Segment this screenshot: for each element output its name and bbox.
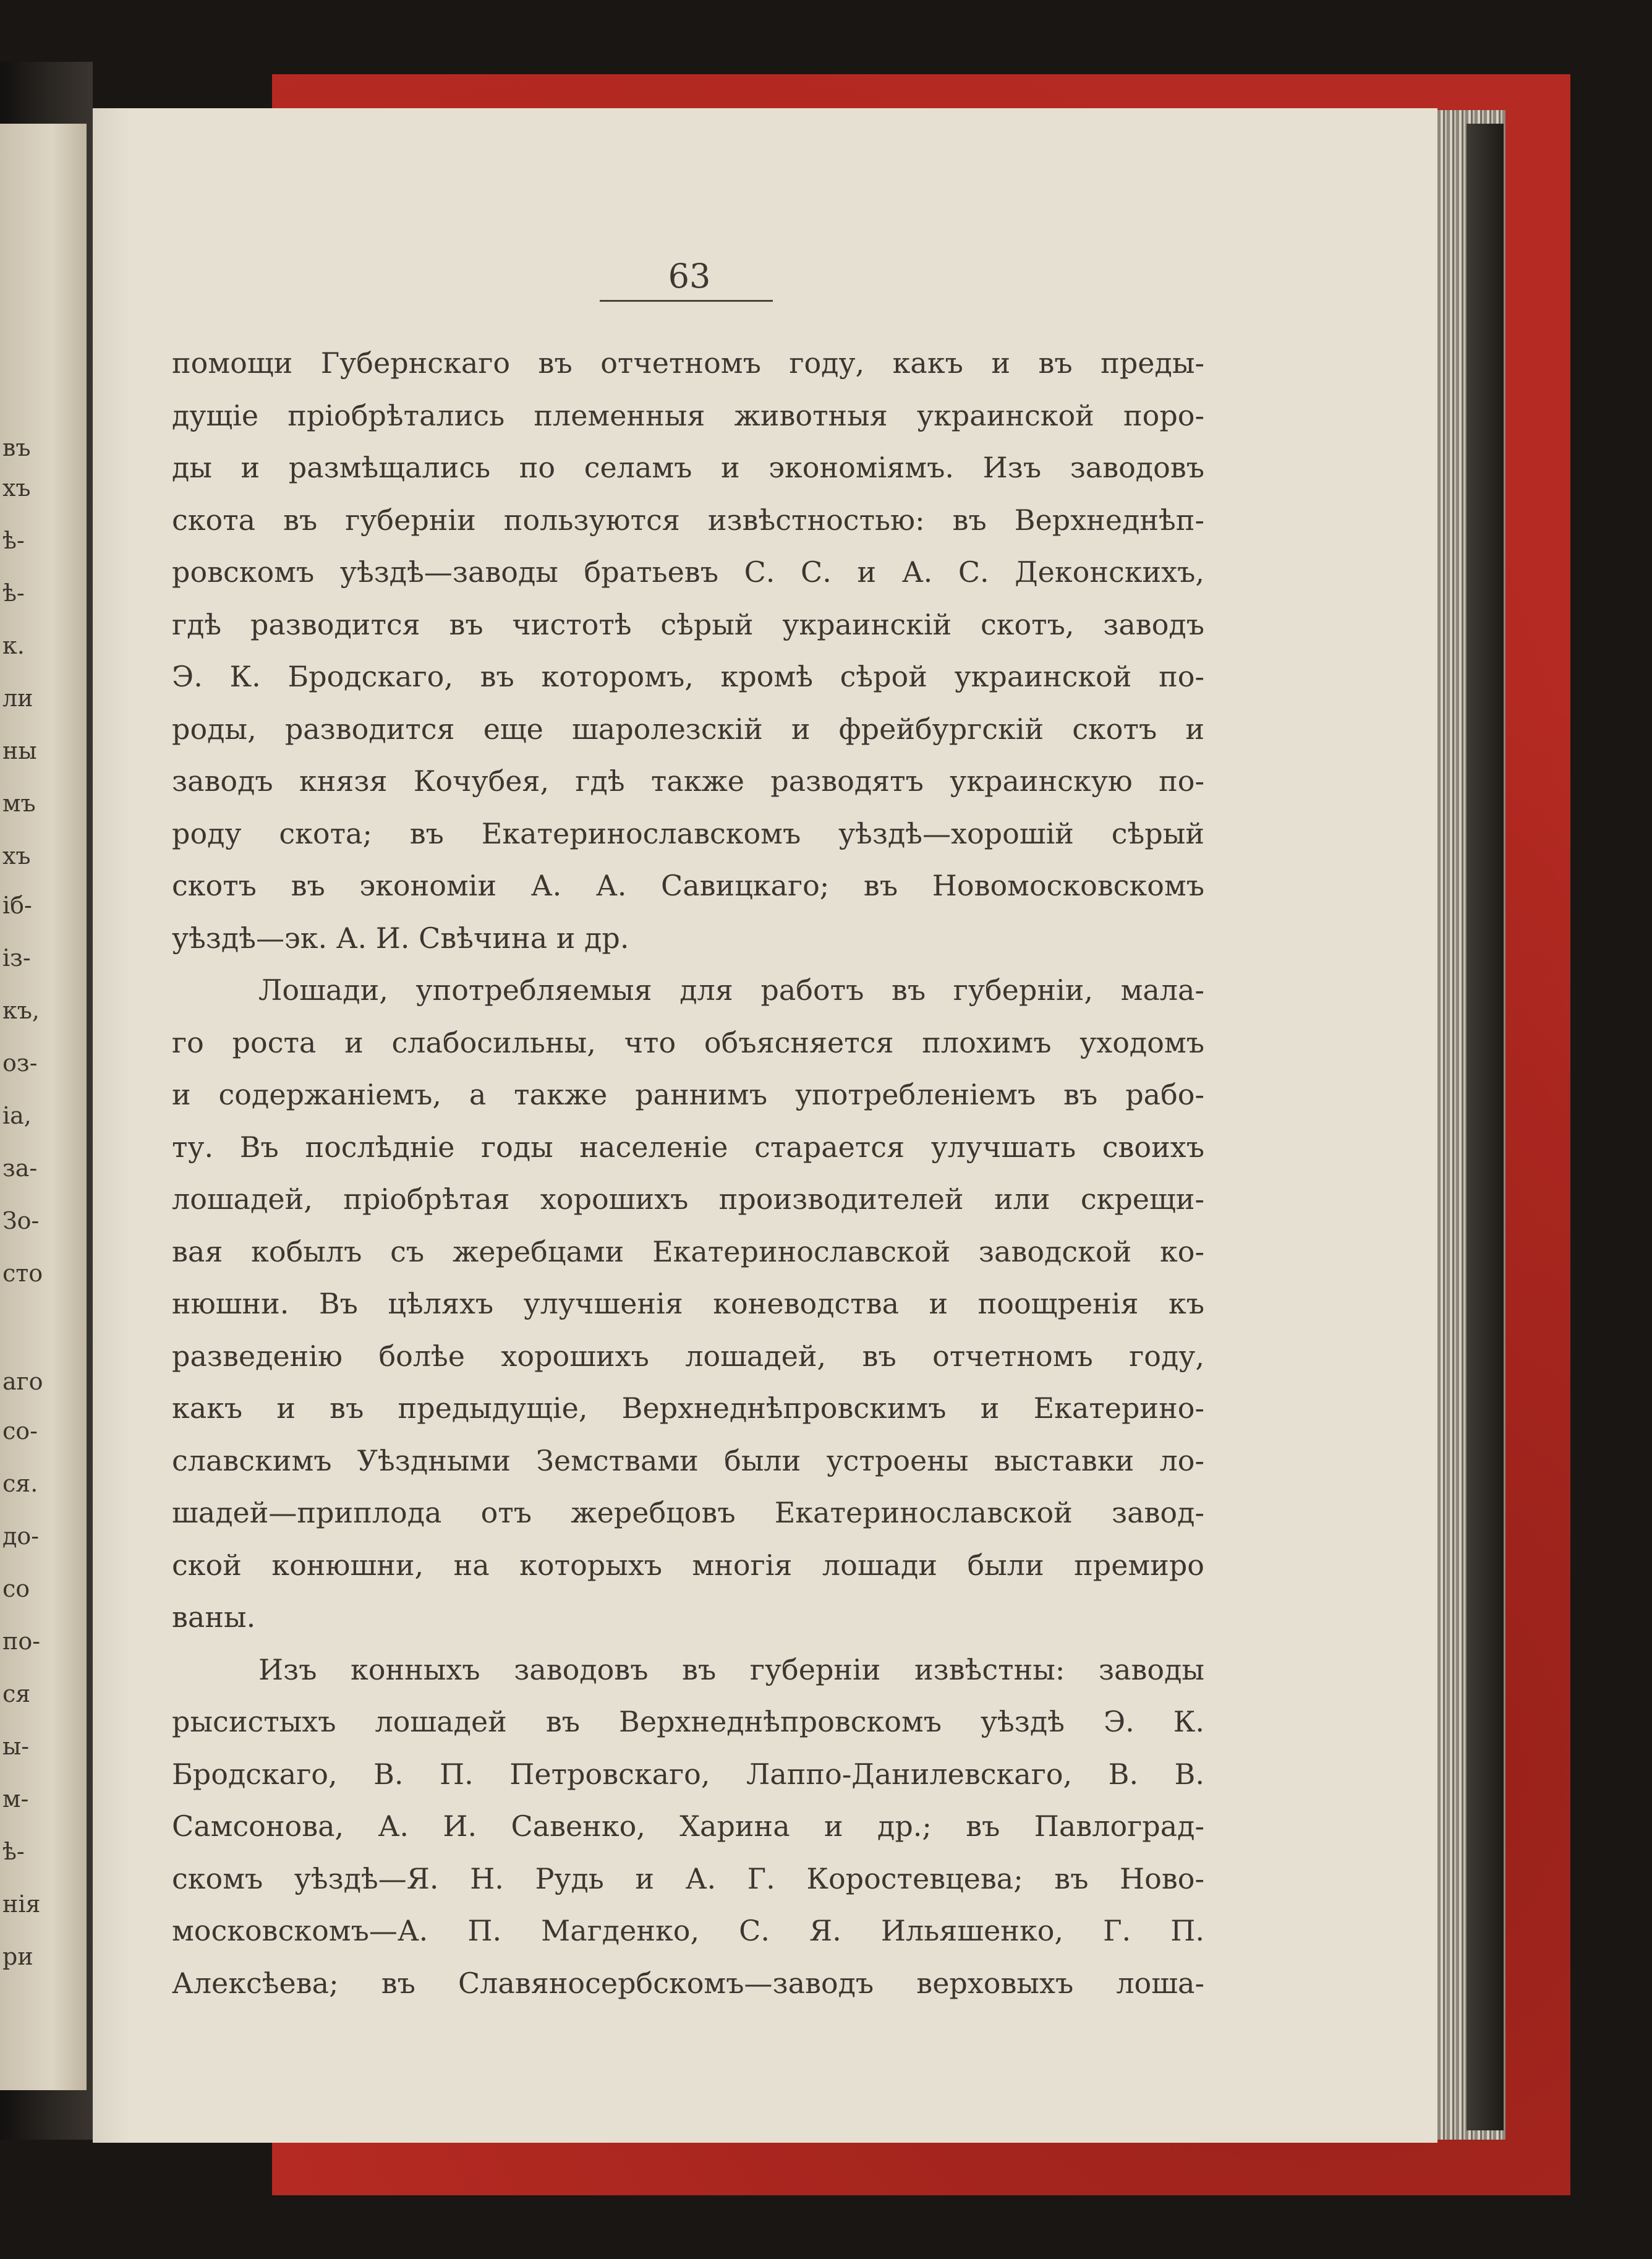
text-line: и содержаніемъ, а также раннимъ употребленіемъ въ рабо- bbox=[172, 1078, 1204, 1111]
left-page-fragment: із- bbox=[2, 944, 31, 971]
left-page-fragment: хъ bbox=[2, 474, 31, 502]
left-page-fragment: со- bbox=[2, 1417, 38, 1445]
left-page-fragment: ѣ- bbox=[2, 579, 25, 607]
left-page-fragment: сто bbox=[2, 1260, 43, 1287]
left-page-fragment: нія bbox=[2, 1890, 41, 1918]
text-line: рысистыхъ лошадей въ Верхнеднѣпровскомъ уѣздѣ Э. К. bbox=[172, 1705, 1204, 1738]
text-line: лошадей, пріобрѣтая хорошихъ производителей или скрещи- bbox=[172, 1182, 1204, 1216]
text-line: скомъ уѣздѣ—Я. Н. Рудь и А. Г. Коростевцева; въ Ново- bbox=[172, 1861, 1204, 1895]
left-page-fragment: до- bbox=[2, 1522, 40, 1550]
text-line: шадей—приплода отъ жеребцовъ Екатеринославской завод- bbox=[172, 1496, 1204, 1529]
text-line: Лошади, употребляемыя для работъ въ губерніи, мала- bbox=[258, 973, 1204, 1007]
left-page-fragment: ся. bbox=[2, 1470, 38, 1497]
text-line: ту. Въ послѣдніе годы населеніе старается улучшать своихъ bbox=[172, 1130, 1204, 1164]
text-line: уѣздѣ—эк. А. И. Свѣчина и др. bbox=[172, 921, 629, 955]
left-page-fragment: м- bbox=[2, 1785, 29, 1813]
left-page-fragment: к. bbox=[2, 632, 25, 659]
page-number-rule bbox=[600, 300, 773, 302]
text-line: помощи Губернскаго въ отчетномъ году, какъ и въ преды- bbox=[172, 346, 1204, 380]
left-page-fragment: къ, bbox=[2, 997, 40, 1024]
text-line: Самсонова, А. И. Савенко, Харина и др.; въ Павлоград- bbox=[172, 1809, 1204, 1843]
left-page-fragment: ѣ- bbox=[2, 1838, 25, 1865]
left-page-fragment: іб- bbox=[2, 892, 32, 919]
left-page-edge bbox=[0, 124, 87, 2090]
text-line: нюшни. Въ цѣляхъ улучшенія коневодства и поощренія къ bbox=[172, 1287, 1204, 1320]
text-line: дущіе пріобрѣтались племенныя животныя украинской поро- bbox=[172, 398, 1204, 432]
left-page-fragment: со bbox=[2, 1575, 30, 1602]
text-line: какъ и въ предыдущіе, Верхнеднѣпровскимъ и Екатерино- bbox=[172, 1391, 1204, 1425]
left-page-fragment: въ bbox=[2, 434, 31, 461]
text-line: ваны. bbox=[172, 1600, 256, 1634]
left-page-fragment: ся bbox=[2, 1680, 31, 1707]
text-line: Изъ конныхъ заводовъ въ губерніи извѣстны: заводы bbox=[258, 1652, 1204, 1686]
left-page-fragment: по- bbox=[2, 1628, 41, 1655]
left-page-fragment: ри bbox=[2, 1943, 33, 1970]
text-line: Алексѣева; въ Славяносербскомъ—заводъ верховыхъ лоша- bbox=[172, 1966, 1204, 2000]
left-page-fragment: ѣ- bbox=[2, 527, 25, 554]
page-number: 63 bbox=[668, 257, 711, 296]
left-page-fragment: хъ bbox=[2, 842, 31, 869]
text-line: ровскомъ уѣздѣ—заводы братьевъ С. С. и А. С. Деконскихъ, bbox=[172, 555, 1204, 589]
text-line: роды, разводится еще шаролезскій и фрейбургскій скотъ и bbox=[172, 712, 1204, 746]
text-line: славскимъ Уѣздными Земствами были устроены выставки ло- bbox=[172, 1443, 1204, 1477]
text-line: гдѣ разводится въ чистотѣ сѣрый украинскій скотъ, заводъ bbox=[172, 607, 1204, 641]
text-line: заводъ князя Кочубея, гдѣ также разводятъ украинскую по- bbox=[172, 764, 1204, 798]
body-text bbox=[172, 337, 1204, 2009]
text-line: Э. К. Бродскаго, въ которомъ, кромѣ сѣрой украинской по- bbox=[172, 660, 1204, 693]
left-page-fragment: іа, bbox=[2, 1102, 32, 1129]
text-line: московскомъ—А. П. Магденко, С. Я. Ильяшенко, Г. П. bbox=[172, 1914, 1204, 1947]
text-line: вая кобылъ съ жеребцами Екатеринославской заводской ко- bbox=[172, 1234, 1204, 1268]
text-line: ской конюшни, на которыхъ многія лошади были премиро bbox=[172, 1548, 1204, 1582]
left-page-fragment: мъ bbox=[2, 790, 36, 817]
left-page-fragment: Зо- bbox=[2, 1207, 40, 1234]
left-page-fragment: ли bbox=[2, 685, 33, 712]
left-page-fragment: ны bbox=[2, 737, 37, 764]
text-line: роду скота; въ Екатеринославскомъ уѣздѣ—хорошій сѣрый bbox=[172, 816, 1204, 850]
left-page-fragment: за- bbox=[2, 1155, 38, 1182]
text-line: ды и размѣщались по селамъ и экономіямъ. Изъ заводовъ bbox=[172, 451, 1204, 484]
text-line: скота въ губерніи пользуются извѣстностью: въ Верхнеднѣп- bbox=[172, 503, 1204, 537]
left-page-fragment: аго bbox=[2, 1368, 43, 1395]
back-cover-edge bbox=[1467, 124, 1504, 2130]
text-line: го роста и слабосильны, что объясняется плохимъ уходомъ bbox=[172, 1025, 1204, 1059]
left-page-fragment: оз- bbox=[2, 1049, 38, 1077]
text-line: разведенію болѣе хорошихъ лошадей, въ отчетномъ году, bbox=[172, 1339, 1204, 1373]
text-line: Бродскаго, В. П. Петровскаго, Лаппо-Данилевскаго, В. В. bbox=[172, 1757, 1204, 1791]
text-line: скотъ въ экономіи А. А. Савицкаго; въ Новомосковскомъ bbox=[172, 869, 1204, 902]
left-page-fragment: ы- bbox=[2, 1733, 30, 1760]
